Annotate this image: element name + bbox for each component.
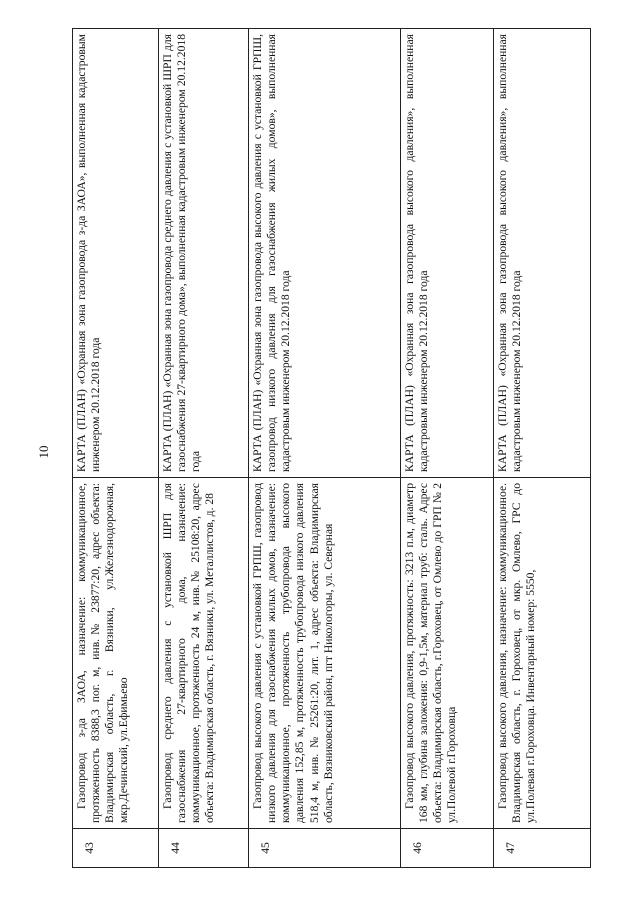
rotated-page-content	[72, 28, 590, 868]
row-number: 44	[159, 829, 249, 868]
object-description: Газопровод высокого давления, протяжность: 3213 п.м, диаметр 168 мм, глубина заложения: 0,9-1,5м, материал труб: сталь. Адрес объекта: Владимирская область, г.Гороховец, от Омлево до ГРП № 2 ул.Полевой г.Гороховца	[401, 478, 494, 829]
object-description: Газопровод среднего давления с установкой ШРП для газоснабжения 27-квартирного дома, назначение: коммуникационное, протяженность 24 м, инв.№ 25108:20, адрес объекта: Владимирская область, г. Вязники, ул. Металлистов, д. 28	[159, 478, 249, 829]
object-description: Газопровод з-да ЗАОА, назначение: коммуникационное, протяженность 8388,3 пог. м, инв.№ 23877:20, адрес объекта: Владимирская область, г. Вязники, ул.Железнодорожная, мкр.Дечинский, ул.Ефимьево	[73, 478, 159, 829]
document-reference: КАРТА (ПЛАН) «Охранная зона газопровода высокого давления с установкой ГРПШ, газопровод низкого давления для газоснабжения жилых домов», выполненная кадастровым инженером 20.12.2018 года	[249, 29, 401, 478]
document-reference: КАРТА (ПЛАН) «Охранная зона газопровода высокого давления», выполненная кадастровым инженером 20.12.2018 года	[401, 29, 494, 478]
table-row	[73, 29, 159, 868]
objects-table	[72, 28, 591, 868]
document-reference: КАРТА (ПЛАН) «Охранная зона газопровода среднего давления с установкой ШРП для газоснабжения 27-квартирного дома», выполненная кадастровым инженером 20.12.2018 года	[159, 29, 249, 478]
table-row	[494, 29, 591, 868]
object-description: Газопровод высокого давления с установкой ГРПШ, газопровод низкого давления для газоснабжения жилых домов, назначение: коммуникационное, протяженность трубопровода высокого давления 152,85 м, протяженность трубопровода низкого давления 518,4 м, инв. № 25261:20, лит. 1, адрес объекта: Владимирская область, Вязниковский район, пгт Никологоры, ул. Северная	[249, 478, 401, 829]
document-reference: КАРТА (ПЛАН) «Охранная зона газопровода высокого давления», выполненная кадастровым инженером 20.12.2018 года	[494, 29, 591, 478]
table-row	[401, 29, 494, 868]
page-number: 10	[36, 445, 51, 459]
object-description: Газопровод высокого давления, назначение: коммуникационное. Владимирская область, г. Гороховец, от мкр. Омлево, ГРС до ул.Полевая г.Гороховца. Инвентарный номер: 5550,	[494, 478, 591, 829]
table-row	[249, 29, 401, 868]
document-reference: КАРТА (ПЛАН) «Охранная зона газопровода з-да ЗАОА», выполненная кадастровым инженером 20.12.2018 года	[73, 29, 159, 478]
table-row	[159, 29, 249, 868]
row-number: 47	[494, 829, 591, 868]
row-number: 46	[401, 829, 494, 868]
row-number: 43	[73, 829, 159, 868]
row-number: 45	[249, 829, 401, 868]
